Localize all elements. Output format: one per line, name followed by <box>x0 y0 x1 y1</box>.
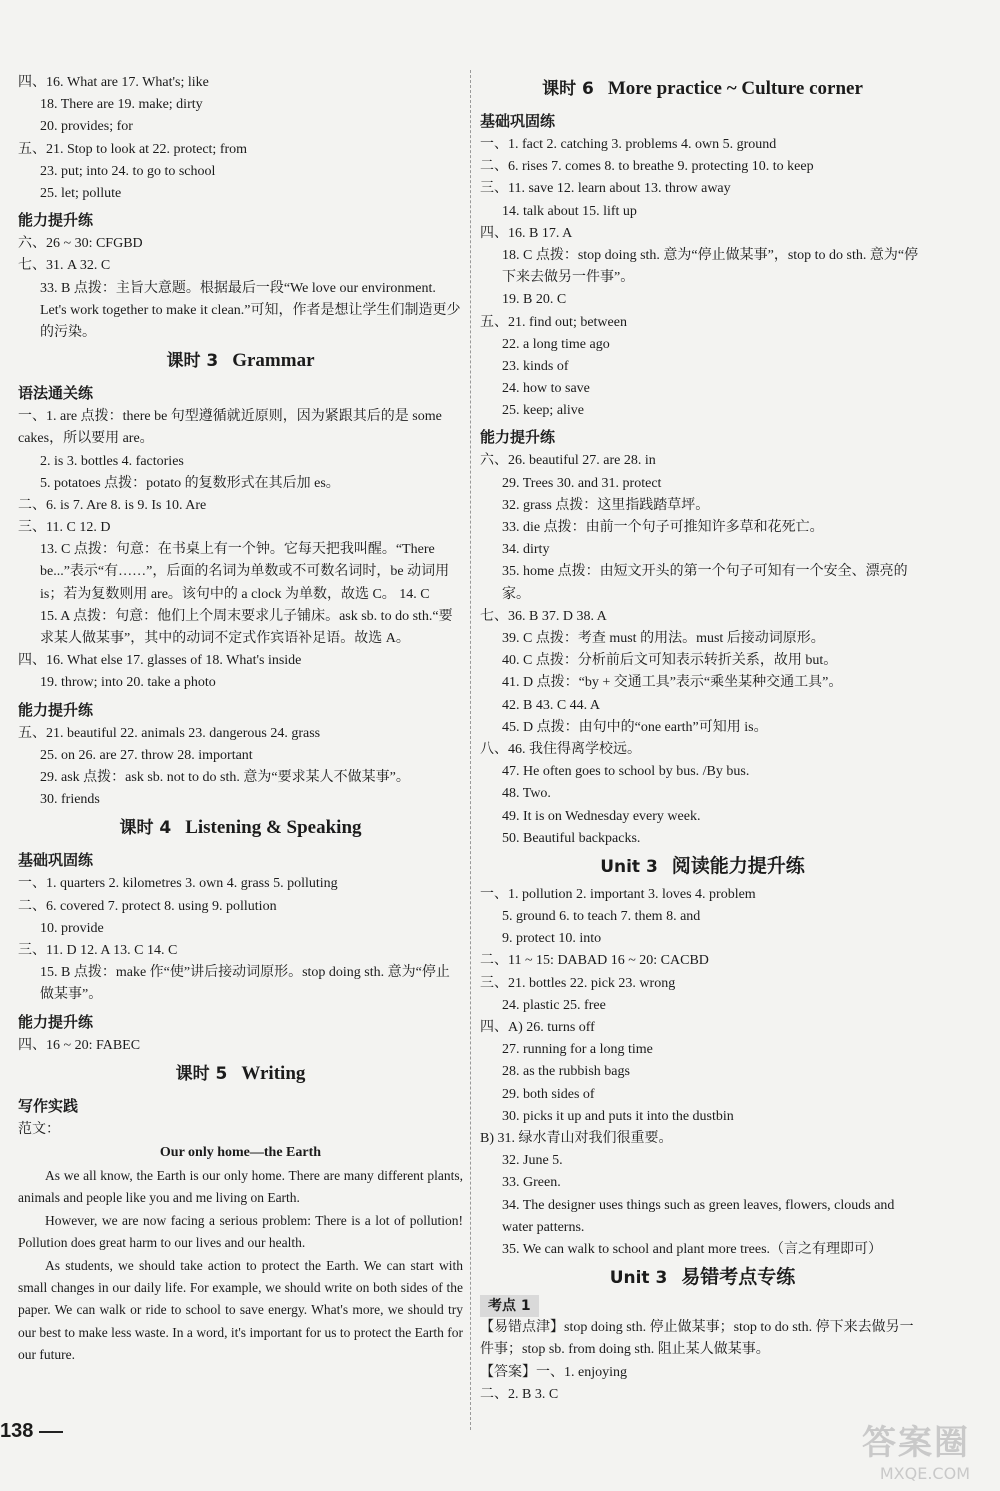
lesson-heading <box>18 1057 463 1091</box>
answer-line: 19. B 20. C <box>502 292 567 308</box>
answer-line: 14. talk about 15. lift up <box>502 203 637 219</box>
lesson-number: Unit 3 <box>600 856 658 877</box>
answer-line: 二、6. covered 7. protect 8. using 9. pollution <box>18 898 277 914</box>
answer-line: 29. ask 点拨：ask sb. not to do sth. 意为“要求某人不做某事”。 <box>40 770 410 786</box>
answer-line: 七、36. B 37. D 38. A <box>480 608 607 624</box>
answer-line: 50. Beautiful backpacks. <box>502 830 641 846</box>
section-heading: 能力提升练 <box>18 700 94 719</box>
answer-line: 二、6. is 7. Are 8. is 9. Is 10. Are <box>18 497 207 513</box>
lesson-heading <box>18 344 463 378</box>
essay-paragraph: As students, we should take action to protect the Earth. We can start with small changes in our daily life. For example, we should write on both sides of the paper. We can walk or ride to school to save energy. What's more, we should try our best to make less waste. In a word, it's important for us to protect the Earth for our future. <box>18 1257 463 1363</box>
answer-line: 34. The designer uses things such as green leaves, flowers, clouds and water patterns. <box>502 1197 895 1235</box>
answer-line: 四、16 ~ 20: FABEC <box>18 1037 141 1053</box>
answer-line: 四、16. B 17. A <box>480 225 573 241</box>
answer-line: 49. It is on Wednesday every week. <box>502 808 701 824</box>
answer-line: 33. Green. <box>502 1175 561 1191</box>
answer-line: 47. He often goes to school by bus. /By bus. <box>502 764 750 780</box>
section-heading: 基础巩固练 <box>480 112 556 130</box>
lesson-heading <box>480 850 925 884</box>
answer-line: 35. home 点拨：由短文开头的第一个句子可知有一个安全、漂亮的家。 <box>502 564 908 602</box>
watermark-text: 答案圈 <box>862 1423 970 1463</box>
right-column <box>480 72 925 1406</box>
answer-line: 五、21. find out; between <box>480 314 627 330</box>
answer-line: 27. running for a long time <box>502 1042 653 1058</box>
answer-line: 24. how to save <box>502 381 590 397</box>
answer-line: 28. as the rubbish bags <box>502 1064 630 1080</box>
answer-line: 四、16. What else 17. glasses of 18. What's inside <box>18 653 302 669</box>
answer-line: 【答案】一、1. enjoying <box>480 1364 627 1380</box>
answer-line: 30. friends <box>40 792 100 808</box>
answer-line: 七、31. A 32. C <box>18 258 111 274</box>
section-heading: 能力提升练 <box>480 428 556 447</box>
answer-line: 三、11. C 12. D <box>18 520 111 536</box>
lesson-title: Listening & Speaking <box>185 817 362 839</box>
essay-paragraph: However, we are now facing a serious problem: There is a lot of pollution! Pollution does great harm to our lives and our health. <box>18 1212 463 1251</box>
answer-line: 45. D 点拨：由句中的“one earth”可知用 is。 <box>502 719 768 735</box>
answer-line: 29. Trees 30. and 31. protect <box>502 475 662 491</box>
lesson-heading <box>480 1261 925 1295</box>
answer-line: 32. June 5. <box>502 1153 563 1169</box>
answer-line: 23. put; into 24. to go to school <box>40 163 216 179</box>
answer-line: 25. on 26. are 27. throw 28. important <box>40 747 253 763</box>
answer-line: 八、46. 我住得离学校远。 <box>480 741 641 757</box>
answer-line: 5. ground 6. to teach 7. them 8. and <box>502 909 701 925</box>
answer-line: 三、11. save 12. learn about 13. throw away <box>480 181 731 197</box>
answer-line: 40. C 点拨：分析前后文可知表示转折关系，故用 but。 <box>502 653 838 669</box>
answer-line: 一、1. pollution 2. important 3. loves 4. problem <box>480 886 756 902</box>
answer-line: 10. provide <box>40 920 104 936</box>
answer-line: 34. dirty <box>502 542 550 558</box>
answer-line: 四、A) 26. turns off <box>480 1020 595 1035</box>
answer-line: 15. B 点拨：make 作“使”讲后接动词原形。stop doing sth. 意为“停止做某事”。 <box>40 965 450 1003</box>
answer-line: 二、6. rises 7. comes 8. to breathe 9. protecting 10. to keep <box>480 159 814 175</box>
lesson-title: Grammar <box>232 350 315 372</box>
answer-line: 29. both sides of <box>502 1086 595 1102</box>
answer-line: B) 31. 绿水青山对我们很重要。 <box>480 1130 673 1146</box>
essay-title: Our only home—the Earth <box>159 1144 322 1160</box>
answer-line: 二、11 ~ 15: DABAD 16 ~ 20: CACBD <box>480 953 709 969</box>
answer-line: 24. plastic 25. free <box>502 997 606 1013</box>
lesson-title: More practice ~ Culture corner <box>607 78 863 99</box>
section-heading: 能力提升练 <box>18 211 94 230</box>
answer-line: 18. C 点拨：stop doing sth. 意为“停止做某事”，stop to do sth. 意为“停下来去做另一件事”。 <box>502 247 919 286</box>
answer-line: 六、26. beautiful 27. are 28. in <box>480 453 656 469</box>
answer-line: 四、16. What are 17. What's; like <box>18 75 209 90</box>
answer-line: 【易错点津】stop doing sth. 停止做某事；stop to do sth. 停下来去做另一件事；stop sb. from doing sth. 阻止某人做某事。 <box>480 1320 914 1358</box>
lesson-title: 易错考点专练 <box>681 1267 796 1289</box>
answer-line: 15. A 点拨：句意：他们上个周末要求儿子铺床。ask sb. to do sth.“要求某人做某事”，其中的动词不定式作宾语补足语。故选 A。 <box>40 608 453 647</box>
section-heading: 写作实践 <box>18 1096 79 1115</box>
key-point-row <box>480 1295 925 1317</box>
answer-line: 5. potatoes 点拨：potato 的复数形式在其后加 es。 <box>40 475 340 491</box>
answer-line: 20. provides; for <box>40 119 133 135</box>
column-divider <box>470 70 471 1430</box>
lesson-heading <box>480 72 925 106</box>
answer-line: 23. kinds of <box>502 358 569 374</box>
section-heading: 基础巩固练 <box>18 851 94 870</box>
answer-line: 42. B 43. C 44. A <box>502 697 601 713</box>
answer-line: 一、1. quarters 2. kilometres 3. own 4. grass 5. polluting <box>18 876 338 892</box>
answer-line: 25. keep; alive <box>502 403 585 419</box>
answer-line: 13. C 点拨：句意：在书桌上有一个钟。它每天把我叫醒。“There be...”表示“有……”，后面的名词为单数或不可数名词时，be 动词用 is；若为复数则用 are。该句中的 a clock 为单数，故选 C。 14. C <box>40 542 450 602</box>
left-column <box>18 72 463 1367</box>
essay-paragraph: As we all know, the Earth is our only home. There are many different plants, animals and people like you and me living on Earth. <box>18 1167 463 1206</box>
key-point-label: 考点 1 <box>480 1295 539 1317</box>
answer-line: 30. picks it up and puts it into the dustbin <box>502 1108 734 1124</box>
lesson-number: 课时 6 <box>542 79 594 99</box>
lesson-number: 课时 3 <box>166 351 219 372</box>
answer-line: 33. die 点拨：由前一个句子可推知许多草和花死亡。 <box>502 520 824 536</box>
answer-line: 48. Two. <box>502 786 551 802</box>
answer-line: 25. let; pollute <box>40 185 122 201</box>
answer-line: 三、11. D 12. A 13. C 14. C <box>18 942 178 958</box>
answer-line: 一、1. fact 2. catching 3. problems 4. own 5. ground <box>480 137 777 152</box>
section-heading: 语法通关练 <box>18 384 94 403</box>
answer-line: 2. is 3. bottles 4. factories <box>40 453 184 469</box>
lesson-number: Unit 3 <box>609 1268 668 1289</box>
lesson-number: 课时 5 <box>175 1063 228 1084</box>
watermark-site: MXQE.COM <box>879 1464 970 1483</box>
answer-line: 范文： <box>18 1121 60 1137</box>
answer-line: 19. throw; into 20. take a photo <box>40 675 216 691</box>
answer-line: 9. protect 10. into <box>502 931 602 947</box>
watermark <box>810 1415 970 1485</box>
page-number: 138 <box>0 1420 63 1443</box>
lesson-number: 课时 4 <box>119 818 172 839</box>
lesson-heading <box>18 811 463 845</box>
answer-line: 33. B 点拨：主旨大意题。根据最后一段“We love our environment. Let's work together to make it clean.”可知，作者是想让学生们制造更少的污染。 <box>40 280 461 340</box>
answer-line: 18. There are 19. make; dirty <box>40 97 203 113</box>
lesson-title: 阅读能力提升练 <box>671 855 805 877</box>
answer-line: 六、26 ~ 30: CFGBD <box>18 236 143 252</box>
answer-line: 五、21. Stop to look at 22. protect; from <box>18 141 248 157</box>
answer-line: 一、1. are 点拨：there be 句型遵循就近原则，因为紧跟其后的是 some cakes，所以要用 are。 <box>18 409 442 447</box>
answer-line: 32. grass 点拨：这里指践踏草坪。 <box>502 497 710 513</box>
answer-line: 22. a long time ago <box>502 336 610 352</box>
answer-line: 三、21. bottles 22. pick 23. wrong <box>480 975 676 991</box>
answer-line: 35. We can walk to school and plant more trees.（言之有理即可） <box>502 1241 883 1257</box>
answer-line: 39. C 点拨：考查 must 的用法。must 后接动词原形。 <box>502 631 825 646</box>
lesson-title: Writing <box>241 1062 306 1084</box>
answer-line: 五、21. beautiful 22. animals 23. dangerous 24. grass <box>18 725 321 741</box>
answer-line: 二、2. B 3. C <box>480 1386 559 1402</box>
answer-line: 41. D 点拨：“by + 交通工具”表示“乘坐某种交通工具”。 <box>502 675 843 691</box>
section-heading: 能力提升练 <box>18 1012 94 1031</box>
